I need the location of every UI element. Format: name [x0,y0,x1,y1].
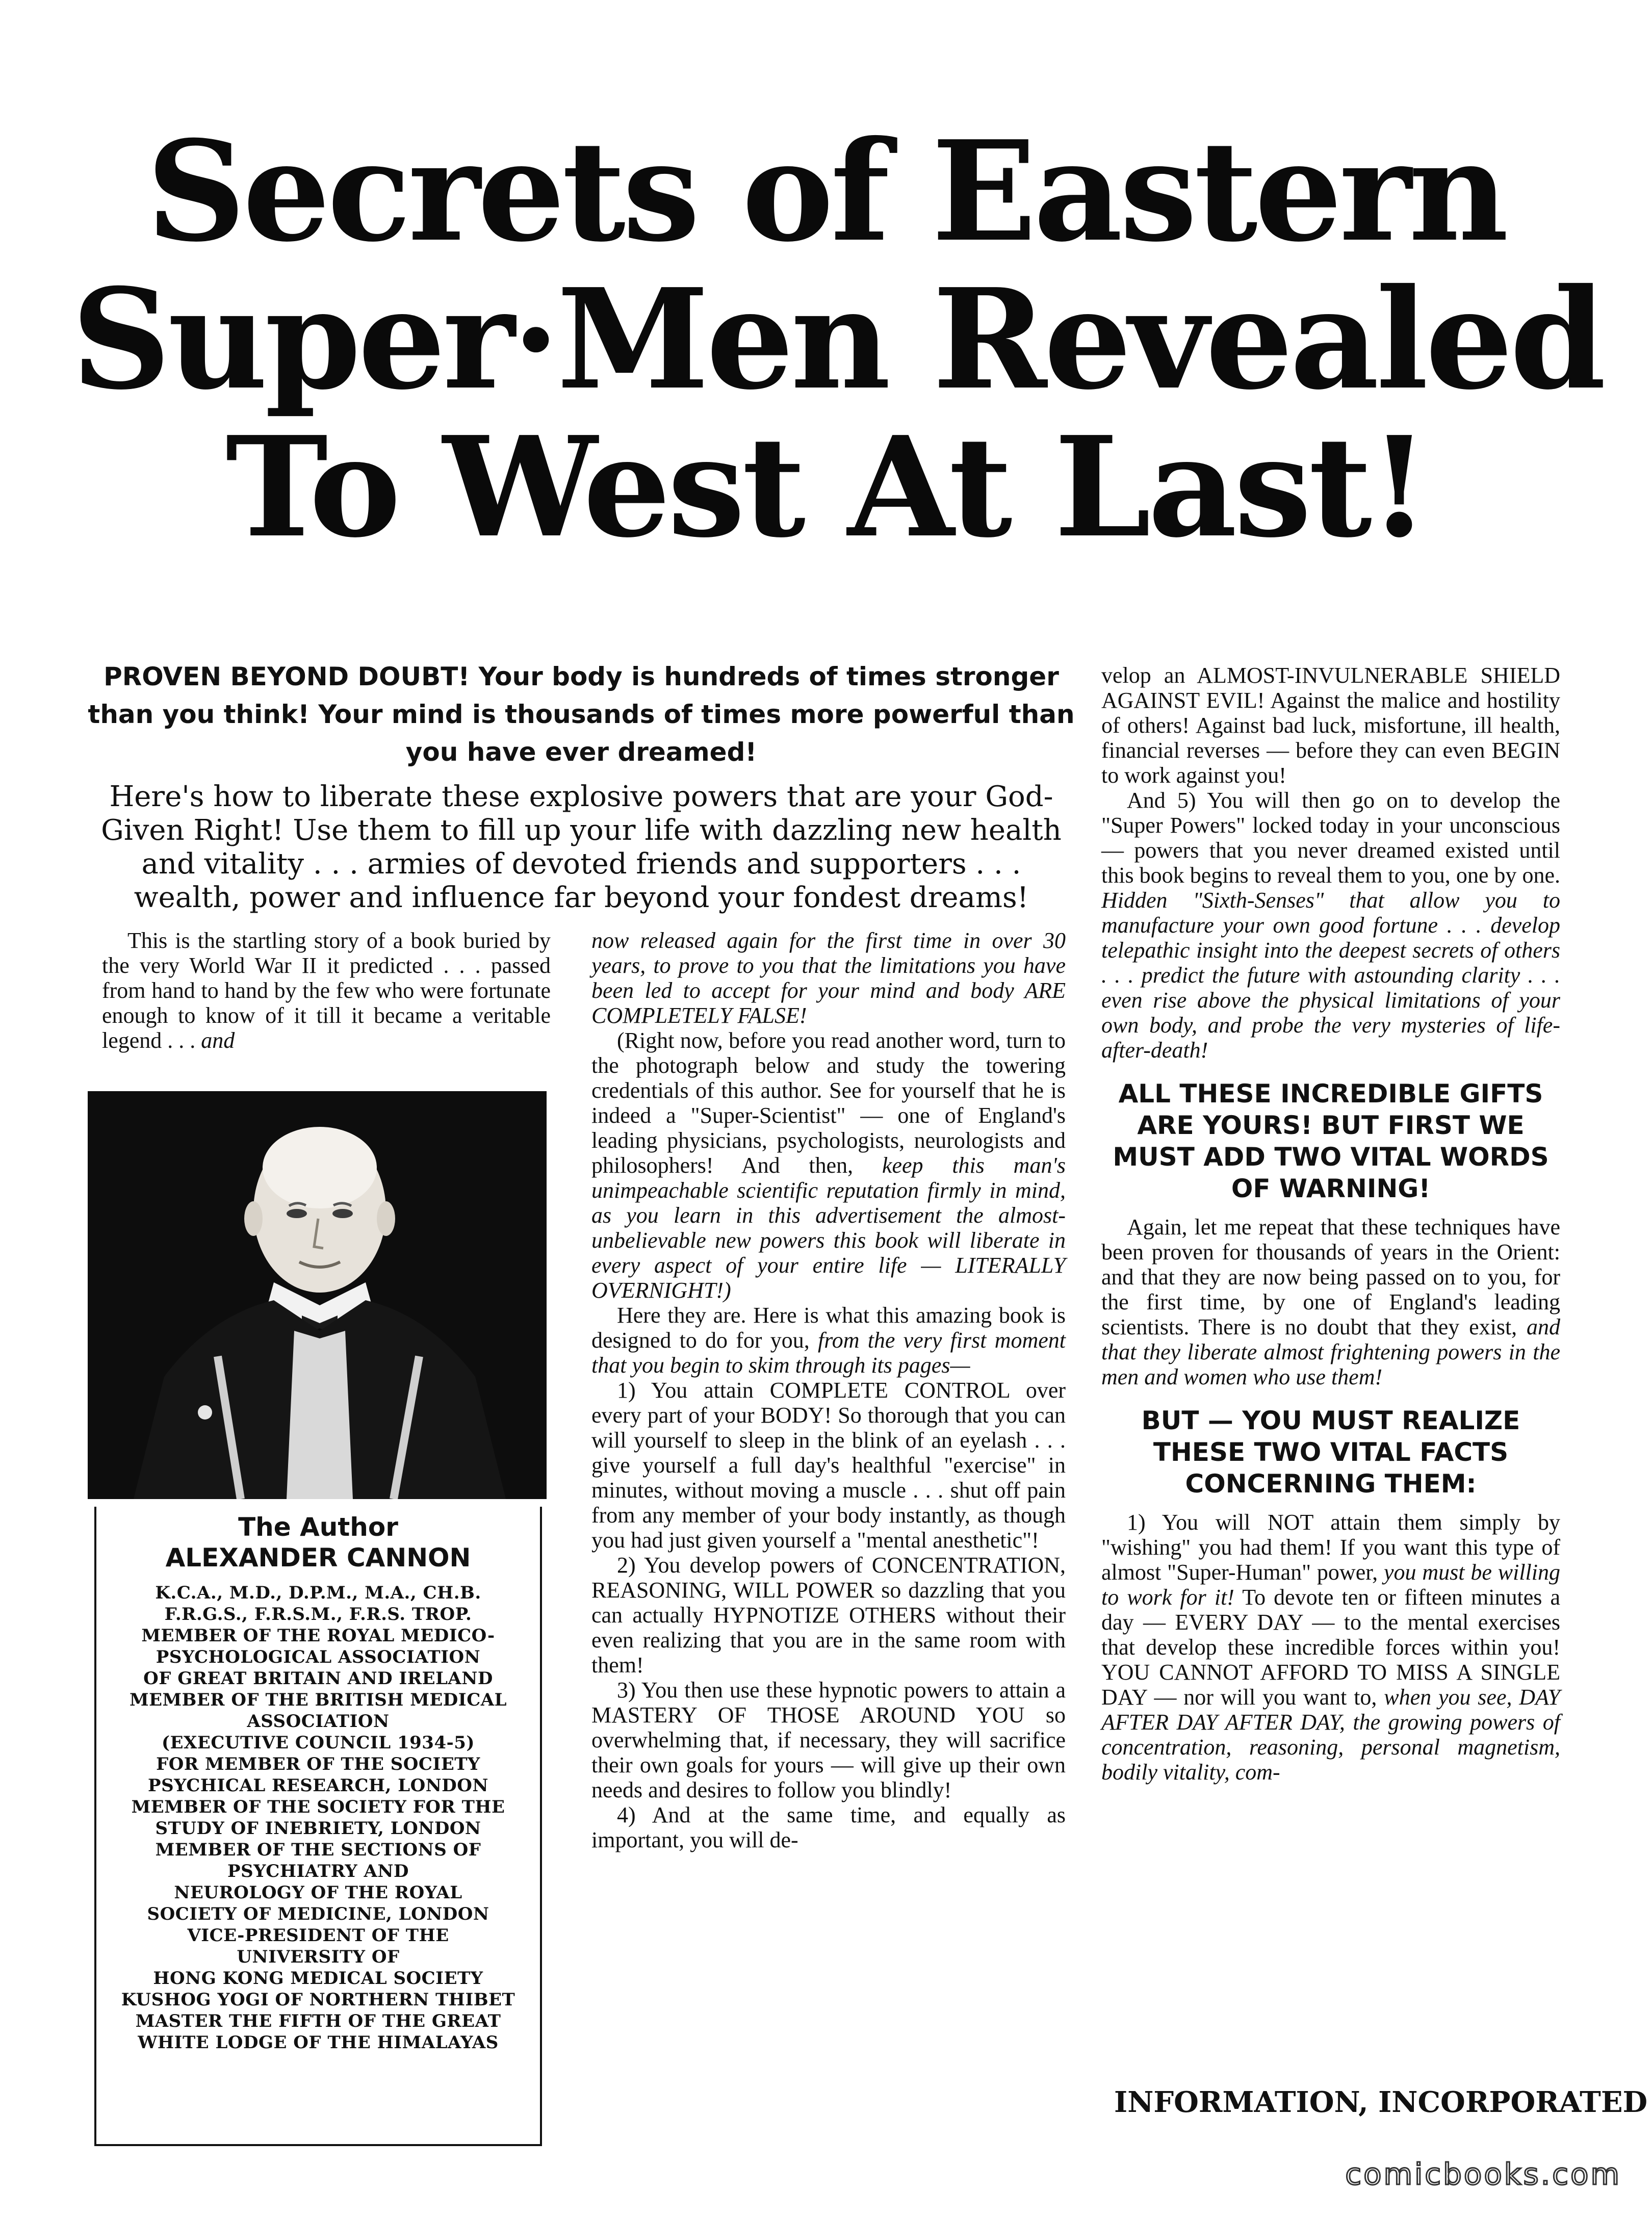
caption-line: SOCIETY OF MEDICINE, LONDON [147,1904,489,1924]
headline [71,110,1603,568]
caption-title: The Author [238,1512,398,1542]
col2-paragraph-2 [591,1028,1066,1303]
caption-line: PSYCHOLOGICAL ASSOCIATION [156,1647,481,1667]
col2-text: (Right now, before you read another word, turn to the photograph below and study the towering credentials of this author. See for yourself that he is indeed a "Super-Scientist" — one of England's leading physicians, psychologists, neurologists and philosophers! And then, [591,1028,1066,1178]
caption-line: (EXECUTIVE COUNCIL 1934-5) [162,1733,475,1753]
caption-line: MEMBER OF THE SOCIETY FOR THE [131,1797,505,1817]
caption-line: VICE-PRESIDENT OF THE [187,1925,449,1946]
lead-bold-text: PROVEN BEYOND DOUBT! Your body is hundreds of times stronger than you think! Your mind is thousands of times more powerful than you have ever dreamed! [88,662,1075,767]
caption-author-name: ALEXANDER CANNON [165,1543,471,1572]
column-1 [102,928,551,1053]
caption-line: MEMBER OF THE ROYAL MEDICO- [141,1626,495,1646]
col2-paragraph-3 [591,1303,1066,1378]
col1-text: This is the startling story of a book buried by the very World War II it predicted . . . passed from hand to hand by the few who were fortunate enough to know of it till it became a veritable legend . . . [102,928,551,1053]
col2-paragraph-6: 3) You then use these hypnotic powers to attain a MASTERY OF THOSE AROUND YOU so overwhelming that, if necessary, they will sacrifice their own goals for yours — will give up their own needs and desires to follow you blindly! [591,1678,1066,1802]
caption-line: MEMBER OF THE SECTIONS OF [155,1840,481,1860]
col3-paragraph-3 [1101,1215,1560,1389]
headline-line-3: To West At Last! [225,406,1427,568]
caption-line: NEUROLOGY OF THE ROYAL [174,1882,462,1903]
col3-italic-text: Hidden "Sixth-Senses" that allow you to manufacture your own good fortune . . . develop telepathic insight into the deepest secrets of others . . . predict the future with astounding clarity . . . even rise above the physical limitations of your own body, and probe the very mysteries of life-after-death! [1101,888,1560,1063]
column-3 [1101,663,1560,1785]
author-caption [94,1507,542,2146]
col2-paragraph-7: 4) And at the same time, and equally as important, you will de- [591,1802,1066,1852]
headline-line-1: Secrets of Eastern [146,110,1506,272]
col3-italic-text: you must be willing to work for it! [1101,1560,1560,1610]
col3-paragraph-1: velop an ALMOST-INVULNERABLE SHIELD AGAINST EVIL! Against the malice and hostility of others! Against bad luck, misfortune, ill health, financial reverses — before they can even BEGIN to work against you! [1101,663,1560,788]
column-2 [591,928,1066,1852]
caption-line: PSYCHICAL RESEARCH, LONDON [148,1775,488,1796]
headline-line-2: Super·Men Revealed [71,258,1603,420]
caption-line: UNIVERSITY OF [237,1947,400,1967]
site-watermark: comicbooks.com [1345,2157,1621,2191]
lead-plain-text: Here's how to liberate these explosive powers that are your God-Given Right! Use them to fill up your life with dazzling new health and vitality . . . armies of devoted friends and supporters . . . wealth, power and influence far beyond your fondest dreams! [101,780,1062,914]
caption-line: OF GREAT BRITAIN AND IRELAND [143,1668,493,1689]
col1-italic-text: and [201,1028,235,1053]
col2-paragraph-4: 1) You attain COMPLETE CONTROL over every part of your BODY! So thorough that you can will yourself to sleep in the blink of an eyelash . . . give yourself a full day's healthful "exercise" in minutes, without moving a muscle . . . shut off pain from any member of your body instantly, as though you had just given yourself a "mental anesthetic"! [591,1378,1066,1553]
col3-paragraph-4 [1101,1510,1560,1785]
caption-line: FOR MEMBER OF THE SOCIETY [156,1754,480,1774]
caption-line: ASSOCIATION [247,1711,390,1732]
col3-text: To devote ten or fifteen minutes a day — EVERY DAY — to the mental exercises that develop these incredible forces within you! YOU CANNOT AFFORD TO MISS A SINGLE DAY — nor will you want to, [1101,1585,1560,1710]
col2-text: Here they are. Here is what this amazing book is designed to do for you, [591,1303,1066,1353]
caption-line: WHITE LODGE OF THE HIMALAYAS [138,2032,499,2053]
col3-italic-text: when you see, DAY AFTER DAY AFTER DAY, the growing powers of concentration, reasoning, personal magnetism, bodily vitality, com- [1101,1685,1561,1785]
caption-line: PSYCHIATRY AND [227,1861,409,1881]
col1-paragraph-1 [102,928,551,1053]
col2-italic-text: from the very first moment that you begin to skim through its pages— [591,1328,1066,1378]
caption-line: MASTER THE FIFTH OF THE GREAT [135,2011,501,2031]
author-photo [88,1091,547,1499]
subhead-vital-facts: BUT — YOU MUST REALIZE THESE TWO VITAL FACTS CONCERNING THEM: [1141,1406,1520,1499]
col3-text: 1) You will NOT attain them simply by "wishing" you had them! If you want this type of almost "Super-Human" power, [1101,1510,1560,1585]
caption-line: KUSHOG YOGI OF NORTHERN THIBET [121,1990,515,2010]
subhead-gifts-warning: ALL THESE INCREDIBLE GIFTS ARE YOURS! BUT FIRST WE MUST ADD TWO VITAL WORDS OF WARNING! [1113,1079,1549,1203]
col3-paragraph-2 [1101,788,1560,1063]
col3-text: And 5) You will then go on to develop the "Super Powers" locked today in your unconscious — powers that you never dreamed existed until this book begins to reveal them to you, one by one. [1101,788,1560,888]
col3-italic-text: and that they liberate almost frightening powers in the men and women who use them! [1101,1314,1560,1389]
col2-paragraph-1: now released again for the first time in over 30 years, to prove to you that the limitations you have been led to accept for your mind and body ARE COMPLETELY FALSE! [591,928,1066,1028]
caption-line: HONG KONG MEDICAL SOCIETY [153,1968,483,1989]
publisher-name: INFORMATION, INCORPORATED [1114,2085,1648,2119]
caption-line: F.R.G.S., F.R.S.M., F.R.S. TROP. [164,1604,472,1624]
caption-line: K.C.A., M.D., D.P.M., M.A., CH.B. [155,1583,481,1603]
col2-italic-text: keep this man's unimpeachable scientific reputation firmly in mind, as you learn in this advertisement the almost-unbelievable new powers this book will liberate in every aspect of your entire life — LITERALLY OVERNIGHT!) [591,1153,1066,1303]
caption-line: STUDY OF INEBRIETY, LONDON [155,1818,481,1839]
col3-text: Again, let me repeat that these techniques have been proven for thousands of years in the Orient: and that they are now being passed on to you, for the first time, by one of England's leading scientists. There is no doubt that they exist, [1101,1215,1560,1339]
caption-line: MEMBER OF THE BRITISH MEDICAL [129,1690,507,1710]
col2-paragraph-5: 2) You develop powers of CONCENTRATION, REASONING, WILL POWER so dazzling that you can actually HYPNOTIZE OTHERS without their even realizing that you are in the same room with them! [591,1553,1066,1678]
